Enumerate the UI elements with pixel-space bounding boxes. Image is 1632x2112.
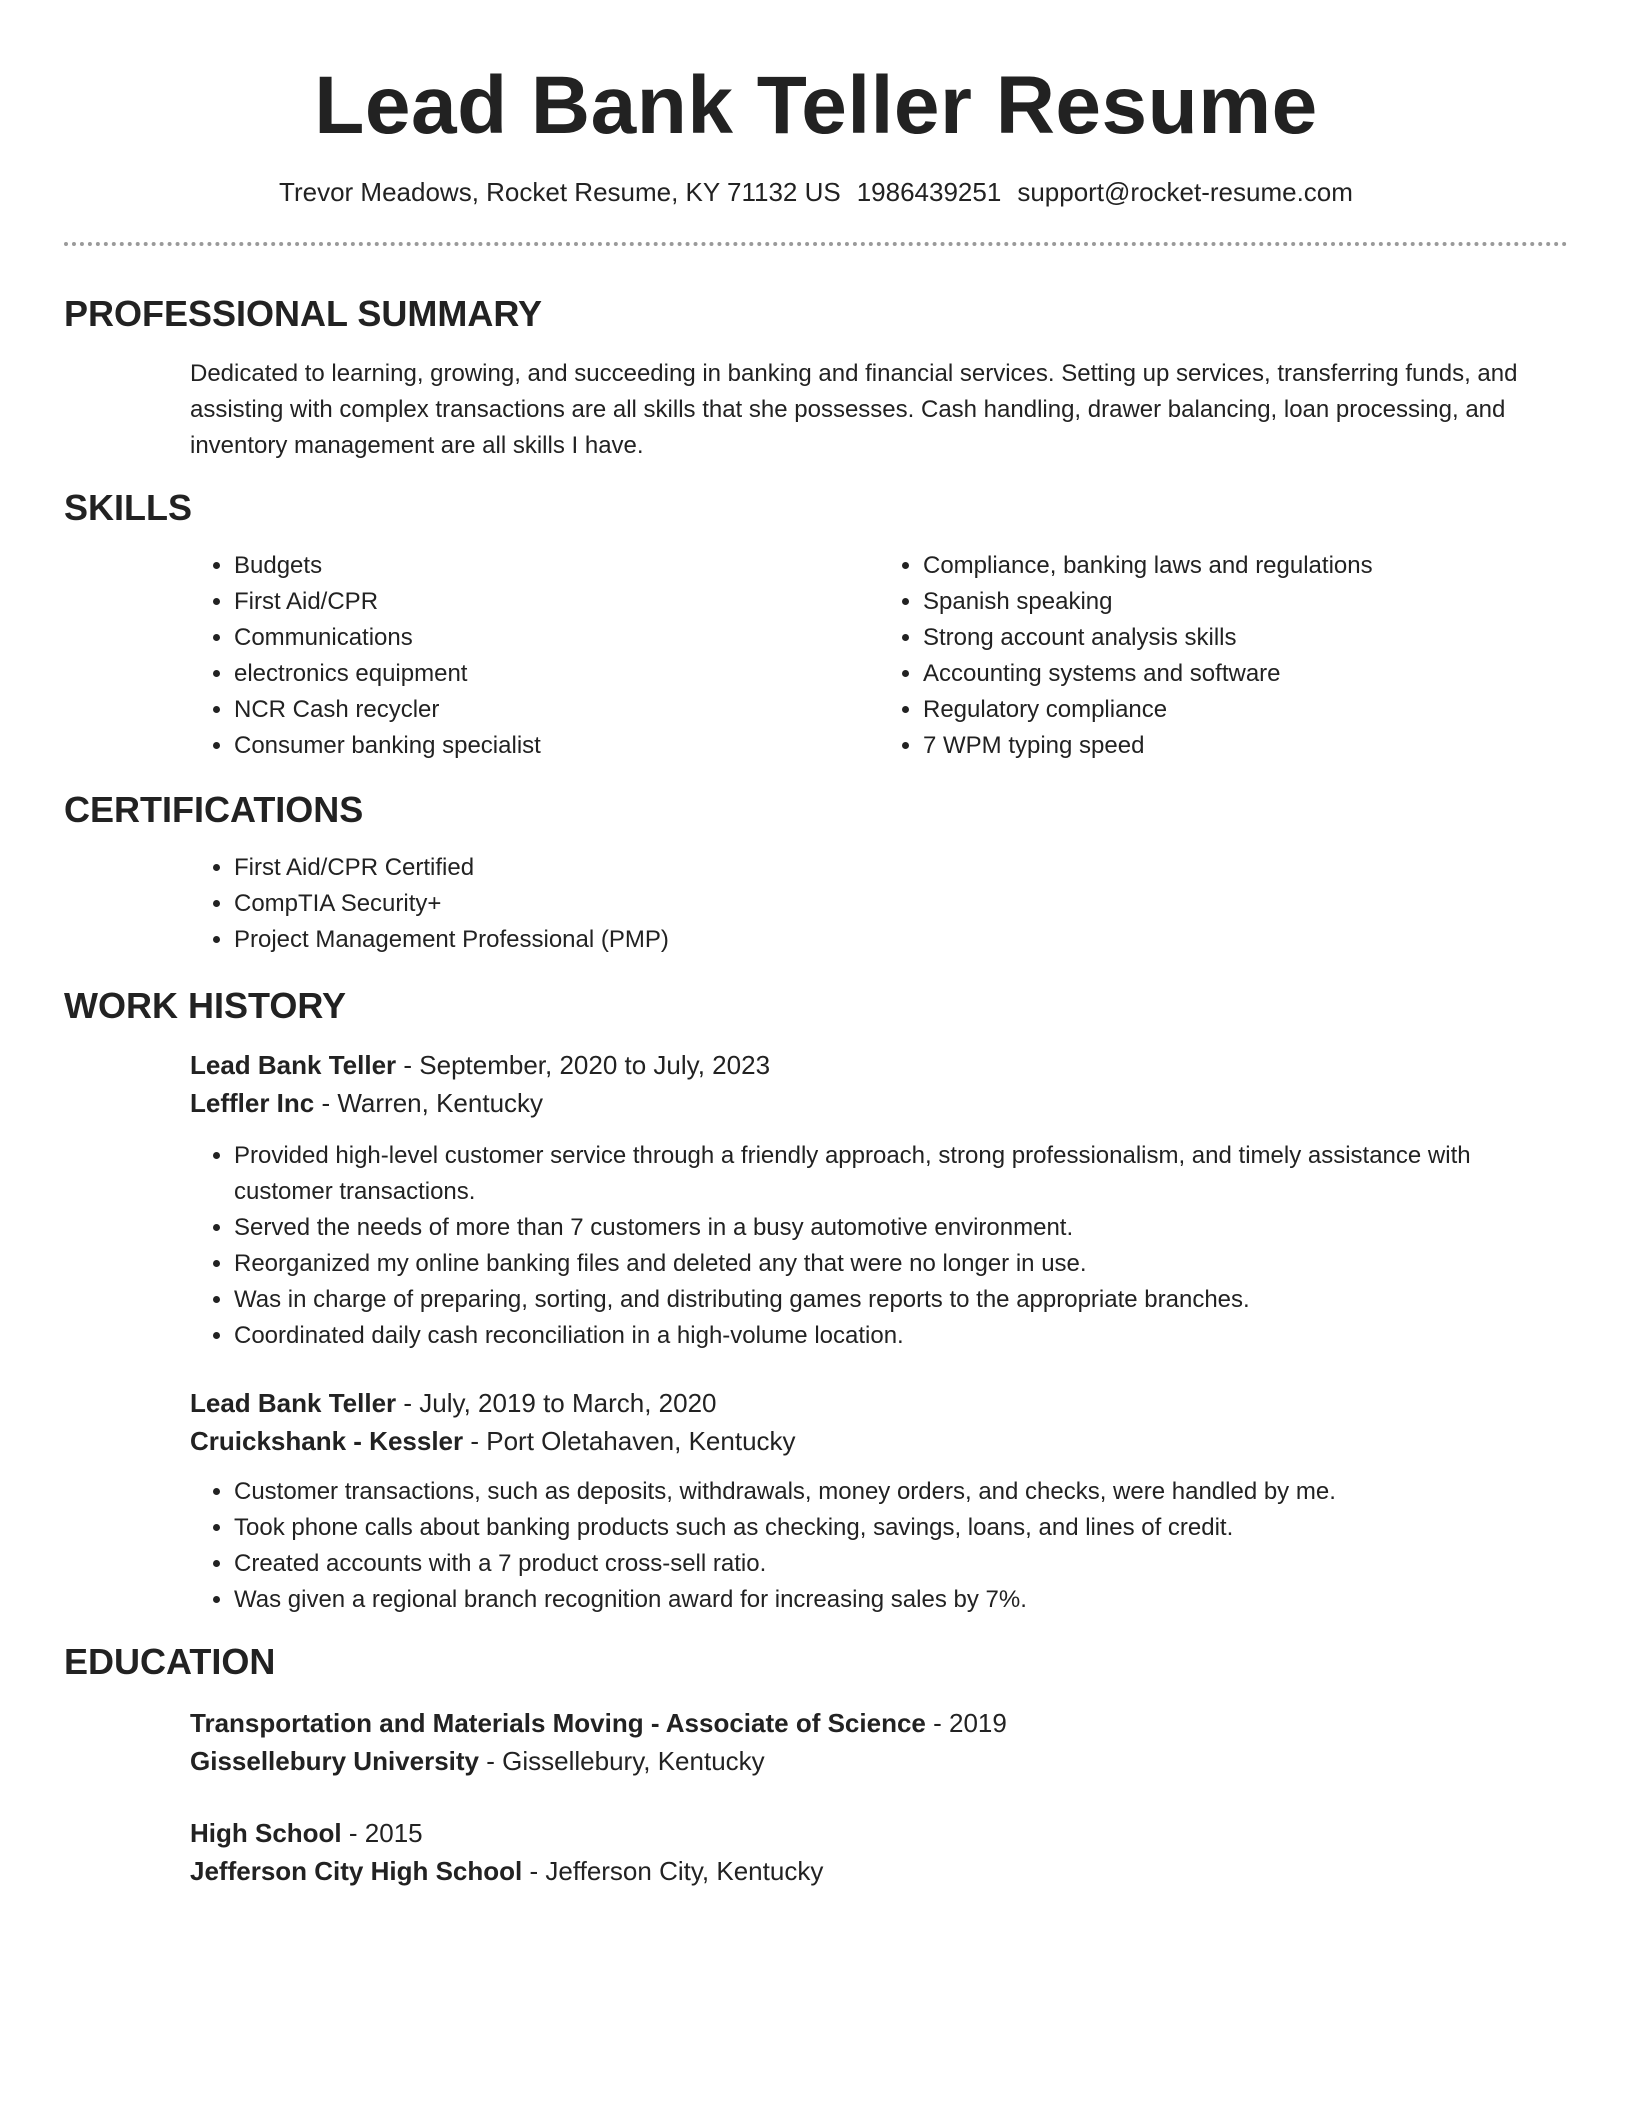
education-year: 2015 [364,1818,423,1848]
contact-line [64,174,1568,210]
job-dates-separator: - [396,1388,420,1418]
skill-item: • Regulatory compliance [923,692,1568,728]
education-location: Jefferson City, Kentucky [545,1856,824,1886]
certification-item: • Project Management Professional (PMP) [234,922,1568,958]
education-school: Jefferson City High School [190,1856,523,1886]
certifications-section [190,850,1568,958]
job-title-line [190,1384,1568,1422]
job-duties-list [190,1138,1568,1354]
work-section [190,1046,1568,1618]
education-school: Gissellebury University [190,1746,480,1776]
job-duty: • Served the needs of more than 7 customers in a busy automotive environment. [234,1210,1568,1246]
summary-text: Dedicated to learning, growing, and succeeding in banking and financial services. Setting up services, transferring funds, and assisting with complex transactions are all skills that she possesses. Cash handling, drawer balancing, loan processing, and inventory management are all skills I have. [190,360,1518,459]
summary-heading: PROFESSIONAL SUMMARY [64,293,543,334]
job-entry [190,1384,1568,1618]
job-dates: September, 2020 to July, 2023 [419,1050,771,1080]
job-duty: • Created accounts with a 7 product cross-sell ratio. [234,1546,1568,1582]
skill-item: • NCR Cash recycler [234,692,879,728]
job-company: Leffler Inc [190,1088,315,1118]
certifications-list [190,850,1568,958]
skills-list-right [879,548,1568,764]
job-location: Warren, Kentucky [337,1088,544,1118]
education-location-separator: - [522,1856,546,1886]
summary-section [190,356,1568,464]
education-section [190,1704,1568,1890]
contact-address: Trevor Meadows, Rocket Resume, KY 71132 US [279,177,841,207]
education-entry [190,1704,1568,1780]
job-title: Lead Bank Teller [190,1050,397,1080]
certification-item: • CompTIA Security+ [234,886,1568,922]
skill-item: • Strong account analysis skills [923,620,1568,656]
skill-item: • Spanish speaking [923,584,1568,620]
job-duty: • Customer transactions, such as deposits, withdrawals, money orders, and checks, were handled by me. [234,1474,1568,1510]
job-company: Cruickshank - Kessler [190,1426,464,1456]
education-year-separator: - [341,1818,365,1848]
job-duty: • Took phone calls about banking products such as checking, savings, loans, and lines of credit. [234,1510,1568,1546]
education-degree: High School [190,1818,342,1848]
job-location: Port Oletahaven, Kentucky [486,1426,796,1456]
education-degree-line [190,1704,1568,1742]
education-entry [190,1814,1568,1890]
job-company-line [190,1084,1568,1122]
work-heading: WORK HISTORY [64,985,347,1026]
skill-item: • Accounting systems and software [923,656,1568,692]
certification-item: • First Aid/CPR Certified [234,850,1568,886]
skill-item: • Consumer banking specialist [234,728,879,764]
skill-item: • First Aid/CPR [234,584,879,620]
skill-item: • Communications [234,620,879,656]
education-school-line [190,1852,1568,1890]
job-title: Lead Bank Teller [190,1388,397,1418]
job-duty: • Provided high-level customer service through a friendly approach, strong professionalism, and timely assistance with customer transactions. [234,1138,1568,1210]
education-location: Gissellebury, Kentucky [502,1746,765,1776]
education-school-line [190,1742,1568,1780]
education-heading: EDUCATION [64,1641,276,1682]
education-location-separator: - [479,1746,503,1776]
skill-item: • Compliance, banking laws and regulations [923,548,1568,584]
job-dates: July, 2019 to March, 2020 [419,1388,717,1418]
job-duties-list [190,1474,1568,1618]
job-title-line [190,1046,1568,1084]
certifications-heading: CERTIFICATIONS [64,789,364,830]
skills-list-left [190,548,879,764]
skills-heading: SKILLS [64,487,193,528]
skill-item: • 7 WPM typing speed [923,728,1568,764]
contact-email: support@rocket-resume.com [1017,177,1353,207]
job-entry [190,1046,1568,1354]
job-location-separator: - [314,1088,338,1118]
education-year: 2019 [948,1708,1007,1738]
skill-item: • Budgets [234,548,879,584]
education-degree-line [190,1814,1568,1852]
job-duty: • Was given a regional branch recognition award for increasing sales by 7%. [234,1582,1568,1618]
education-degree: Transportation and Materials Moving - Associate of Science [190,1708,926,1738]
education-year-separator: - [925,1708,949,1738]
resume-title: Lead Bank Teller Resume [314,60,1318,151]
header-divider [64,242,1568,246]
job-company-line [190,1422,1568,1460]
job-duty: • Reorganized my online banking files and deleted any that were no longer in use. [234,1246,1568,1282]
job-duty: • Coordinated daily cash reconciliation in a high-volume location. [234,1318,1568,1354]
job-duty: • Was in charge of preparing, sorting, and distributing games reports to the appropriate branches. [234,1282,1568,1318]
job-location-separator: - [463,1426,487,1456]
contact-phone: 1986439251 [856,177,1002,207]
skills-section [190,548,1568,764]
job-dates-separator: - [396,1050,420,1080]
skill-item: • electronics equipment [234,656,879,692]
